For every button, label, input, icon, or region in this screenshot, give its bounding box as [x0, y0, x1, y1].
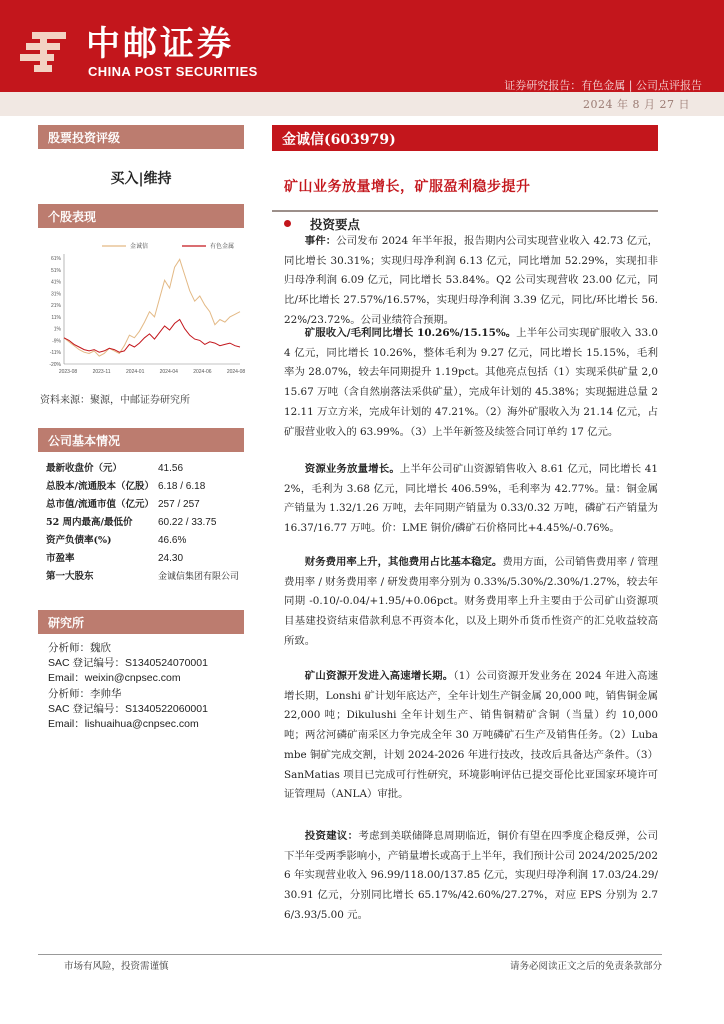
paragraph-resource-development: 矿山资源开发进入高速增长期。（1）公司资源开发业务在 2024 年进入高速增长期，Lonshi 矿计划年底达产，全年计划生产铜金属 20,000 吨，销售铜金属 22,000 吨；Dikulushi 全年计划生产、销售铜精矿含铜（当量）约 10,000 吨；两岔河磷矿南采区力争完成全年 30 万吨磷矿石生产及销售任务。（2）Lubambe 铜矿完成交割，计划 2024-2026 年进行技改，技改后具备达产条件。（3）SanMatias 项目已完成可行性研究，环境影响评估已提交哥伦比亚国家环境许可证管理局（ANLA）审批。: [284, 670, 658, 801]
info-row-shares: 总股本/流通股本（亿股） 6.18 / 6.18: [46, 481, 206, 492]
info-row-debt-ratio: 资产负债率(%) 46.6%: [46, 535, 187, 546]
section-title: 投资要点: [310, 217, 361, 232]
analyst-info: [48, 641, 248, 732]
paragraph-expense: 财务费用率上升，其他费用占比基本稳定。费用方面，公司销售费用率 / 管理费用率 / 财务费用率 / 研发费用率分别为 0.33%/5.30%/2.30%/1.27%，较去年同期 -0.10/-0.04/+1.95/+0.06pct。财务费用率上升主要由于公司矿山资源项目基建投资结束借款利息不再资本化，以及上期外币货币性资产的汇兑收益较高所致。: [284, 556, 659, 647]
y-tick-label: 41%: [50, 279, 61, 286]
brand-name-cn: 中邮证券: [86, 24, 234, 64]
analyst-email[interactable]: Email：weixin@cnpsec.com: [48, 672, 181, 685]
x-tick-label: 2023-08: [58, 369, 78, 375]
investment-rating: 买入|维持: [110, 171, 172, 187]
basic-info-table: [46, 460, 246, 586]
brand-name-en: CHINA POST SECURITIES: [88, 64, 258, 79]
analyst-sac: SAC 登记编号：S1340524070001: [48, 657, 208, 670]
paragraph-lead: 事件：: [304, 235, 337, 247]
paragraph-lead: 矿山资源开发进入高速增长期。: [304, 670, 454, 682]
report-headline: 矿山业务放量增长，矿服盈利稳步提升: [284, 179, 531, 195]
y-tick-label: 1%: [53, 326, 61, 333]
analyst-name: 分析师：李帅华: [48, 687, 122, 700]
risk-warning: 市场有风险，投资需谨慎: [64, 961, 169, 972]
paragraph-lead: 矿服收入/毛利同比增长 10.26%/15.15%。: [304, 327, 517, 339]
info-row-52w-range: 52 周内最高/最低价 60.22 / 33.75: [46, 517, 217, 528]
legend-label: 有色金属: [210, 243, 235, 250]
y-tick-label: 51%: [50, 267, 61, 274]
footer-divider: [38, 954, 662, 955]
x-tick-label: 2024-08: [226, 369, 246, 375]
y-tick-label: 21%: [50, 303, 61, 310]
company-title-bar: [272, 125, 658, 151]
paragraph-mining-service: 矿服收入/毛利同比增长 10.26%/15.15%。上半年公司实现矿服收入 33.04 亿元，同比增长 10.26%，整体毛利为 9.27 亿元，同比增长 15.15%，毛利率为 28.07%，较去年同期提升 1.19pct。其他亮点包括（1）实现采供矿量 2,015.67 万吨（含自然崩落法采供矿量），完成年计划的 45.38%；实现掘进总量 212.11 万立方米，完成年计划的 47.21%。（2）海外矿服收入为 21.14 亿元，占矿服营业收入的 63.99%。（3）上半年新签及续签合同订单约 17 亿元。: [284, 327, 659, 438]
research-section-title: 研究所: [38, 610, 244, 634]
paragraph-resource-business: 资源业务放量增长。上半年公司矿山资源销售收入 8.61 亿元，同比增长 412%，毛利为 3.68 亿元，同比增长 406.59%，毛利率为 42.77%。量：铜金属产销量为 1.32/1.26 万吨，去年同期产销量为 0.33/0.32 万吨，磷矿石产销量为 16.37/16.77 万吨。价：LME 铜价/磷矿石价格同比+4.45%/-0.76%。: [284, 463, 658, 535]
chart-source: 资料来源：聚源，中邮证券研究所: [40, 395, 190, 406]
analyst-sac: SAC 登记编号：S1340522060001: [48, 702, 208, 715]
y-tick-label: -20%: [49, 362, 61, 368]
series-line-1: [64, 320, 240, 353]
disclaimer-note: 请务必阅读正文之后的免责条款部分: [509, 961, 662, 972]
paragraph-event: 事件：公司发布 2024 年半年报，报告期内公司实现营业收入 42.73 亿元，同比增长 30.31%；实现归母净利润 6.13 亿元，同比增加 52.29%，实现扣非归母净利润 6.09 亿元，同比增长 53.84%。Q2 公司实现营收 23.00 亿元，同比/环比增长 27.57%/16.57%，实现归母净利润 3.39 亿元，同比/环比增长 56.22%/23.72%。公司业绩符合预期。: [284, 235, 658, 326]
china-post-logo-icon: [20, 30, 68, 74]
company-name: 金诚信(603979): [282, 132, 396, 148]
paragraph-lead: 资源业务放量增长。: [304, 463, 400, 475]
legend-label: 金诚信: [130, 243, 149, 250]
info-row-top-shareholder: 第一大股东 金诚信集团有限公司: [46, 571, 240, 582]
analyst-name: 分析师：魏欣: [48, 642, 111, 654]
rating-section-title: 股票投资评级: [38, 125, 244, 149]
y-tick-label: -9%: [52, 338, 61, 345]
stock-performance-chart: [40, 238, 246, 378]
y-tick-label: 61%: [50, 256, 61, 262]
x-tick-label: 2024-04: [159, 369, 178, 375]
y-tick-label: -11%: [49, 350, 61, 357]
info-row-close-price: 最新收盘价（元） 41.56: [46, 463, 184, 474]
x-tick-label: 2024-01: [126, 369, 145, 375]
performance-section-title: 个股表现: [38, 204, 244, 228]
performance-chart-svg: [40, 238, 246, 378]
x-tick-label: 2023-11: [92, 369, 111, 375]
headline-divider: [272, 210, 658, 212]
analyst-email[interactable]: Email：lishuaihua@cnpsec.com: [48, 718, 199, 731]
report-type: 证券研究报告：有色金属 | 公司点评报告: [504, 79, 702, 92]
report-date: 2024 年 8 月 27 日: [583, 98, 690, 111]
y-tick-label: 11%: [51, 314, 61, 321]
paragraph-lead: 财务费用率上升，其他费用占比基本稳定。: [304, 556, 503, 568]
paragraph-investment-advice: 投资建议：考虑到美联储降息周期临近，铜价有望在四季度企稳反弹，公司下半年受两季影响小，产销量增长或高于上半年，我们预计公司 2024/2025/2026 年实现营业收入 96.99/118.00/137.85 亿元，实现归母净利润 17.03/24.29/30.91 亿元，分别同比增长 65.17%/42.60%/27.27%，对应 EPS 分别为 2.76/3.93/5.00 元。: [284, 830, 659, 921]
info-row-pe: 市盈率 24.30: [46, 553, 184, 564]
x-tick-label: 2024-06: [193, 369, 212, 375]
series-line-0: [64, 259, 240, 356]
basic-info-section-title: 公司基本情况: [38, 428, 244, 452]
y-tick-label: 31%: [50, 291, 61, 298]
report-header: [0, 0, 724, 92]
info-row-market-cap: 总市值/流通市值（亿元） 257 / 257: [46, 499, 200, 510]
paragraph-lead: 投资建议：: [304, 830, 359, 842]
bullet-icon: [284, 220, 291, 227]
